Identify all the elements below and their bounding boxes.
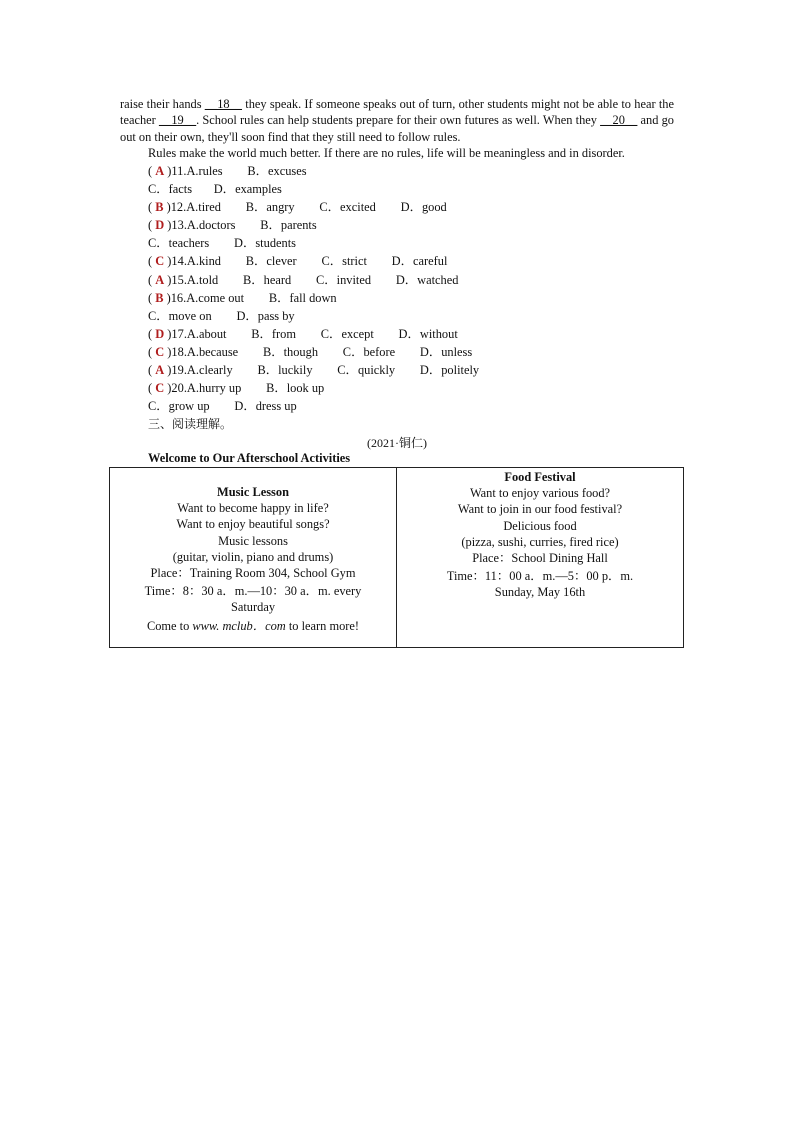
blank-18: __18__ <box>204 97 242 111</box>
question-13: ( D )13.A.doctors B．parents <box>148 218 317 233</box>
question-19: ( A )19.A.clearly B．luckily C．quickly D．politely <box>148 363 480 378</box>
music-place: Place：Training Room 304, School Gym <box>150 566 356 581</box>
music-website-link[interactable]: www. mclub．com <box>192 618 286 633</box>
question-options: )20.A.hurry up B．look up <box>167 381 325 396</box>
question-options: )13.A.doctors B．parents <box>167 218 317 233</box>
blank-19: __19__ <box>158 113 197 128</box>
question-13-options-2: C．teachers D．students <box>148 236 296 251</box>
question-16: ( B )16.A.come out B．fall down <box>148 290 337 305</box>
answer-letter: A <box>155 363 165 378</box>
question-11-options-2: C．facts D．examples <box>148 182 282 197</box>
question-list <box>148 162 479 415</box>
answer-letter: B <box>155 200 164 215</box>
question-16-options-2: C．move on D．pass by <box>148 308 295 323</box>
answer-letter: D <box>155 218 165 233</box>
food-time: Time：11：00 a．m.—5：00 p．m. <box>446 569 634 584</box>
food-title: Food Festival <box>504 470 576 484</box>
answer-letter: D <box>155 326 165 341</box>
question-20: ( C )20.A.hurry up B．look up <box>148 381 325 396</box>
food-date: Sunday, May 16th <box>494 585 586 600</box>
question-options: )17.A.about B．from C．except D．without <box>167 326 458 341</box>
passage-text: they speak. If someone speaks out of turn, other students might not be able to hear the teacher <box>120 97 674 128</box>
music-line: Music lessons <box>218 533 288 548</box>
passage-text: . School rules can help students prepare for their own futures as well. When they <box>196 113 601 128</box>
food-place: Place：School Dining Hall <box>472 551 608 566</box>
cloze-passage <box>120 96 674 161</box>
question-14: ( C )14.A.kind B．clever C．strict D．careful <box>148 254 448 269</box>
passage-paragraph-2: Rules make the world much better. If there are no rules, life will be meaningless and in disorder. <box>148 145 625 160</box>
passage-text: and go out on their own, they'll soon find that they still need to follow rules. <box>120 113 674 144</box>
blank-20: __20__ <box>600 113 638 128</box>
music-title: Music Lesson <box>217 485 289 499</box>
food-line: Delicious food <box>503 518 577 533</box>
source-note: (2021·铜仁) <box>367 436 427 450</box>
question-options: )14.A.kind B．clever C．strict D．careful <box>167 254 448 269</box>
question-options: )19.A.clearly B．luckily C．quickly D．politely <box>167 363 480 378</box>
question-options: )11.A.rules B．excuses <box>167 164 307 178</box>
answer-letter: C <box>155 254 165 269</box>
food-line: Want to join in our food festival? <box>457 502 623 517</box>
answer-letter: C <box>155 381 165 396</box>
answer-letter: C <box>155 344 165 359</box>
question-options: )12.A.tired B．angry C．excited D．good <box>166 200 447 215</box>
music-time: Time：8：30 a．m.—10：30 a．m. every Saturday <box>144 584 362 615</box>
question-options: )16.A.come out B．fall down <box>166 290 337 305</box>
question-17: ( D )17.A.about B．from C．except D．without <box>148 326 458 341</box>
music-lesson-cell <box>110 468 397 647</box>
question-options: )18.A.because B．though C．before D．unless <box>167 344 473 359</box>
question-15: ( A )15.A.told B．heard C．invited D．watched <box>148 272 459 287</box>
answer-letter: B <box>155 290 164 305</box>
question-20-options-2: C．grow up D．dress up <box>148 399 297 414</box>
music-line: Want to become happy in life? <box>177 501 329 516</box>
answer-letter: A <box>155 164 165 178</box>
activities-heading: Welcome to Our Afterschool Activities <box>148 451 351 465</box>
music-line: (guitar, violin, piano and drums) <box>172 549 334 564</box>
section-title: 三、阅读理解。 <box>148 417 233 431</box>
food-line: (pizza, sushi, curries, fired rice) <box>461 534 619 549</box>
question-18: ( C )18.A.because B．though C．before D．unless <box>148 344 473 359</box>
question-12: ( B )12.A.tired B．angry C．excited D．good <box>148 200 447 215</box>
activities-table <box>109 467 684 648</box>
question-11: ( A )11.A.rules B．excuses <box>148 164 307 178</box>
passage-text: raise their hands <box>120 97 205 111</box>
passage-paragraph-1 <box>120 96 674 145</box>
answer-letter: A <box>155 272 165 287</box>
music-website-line: Come to www. mclub．com to learn more! <box>146 618 360 633</box>
food-line: Want to enjoy various food? <box>469 486 611 501</box>
music-line: Want to enjoy beautiful songs? <box>176 517 330 532</box>
question-options: )15.A.told B．heard C．invited D．watched <box>167 272 459 287</box>
food-festival-cell <box>397 468 683 647</box>
